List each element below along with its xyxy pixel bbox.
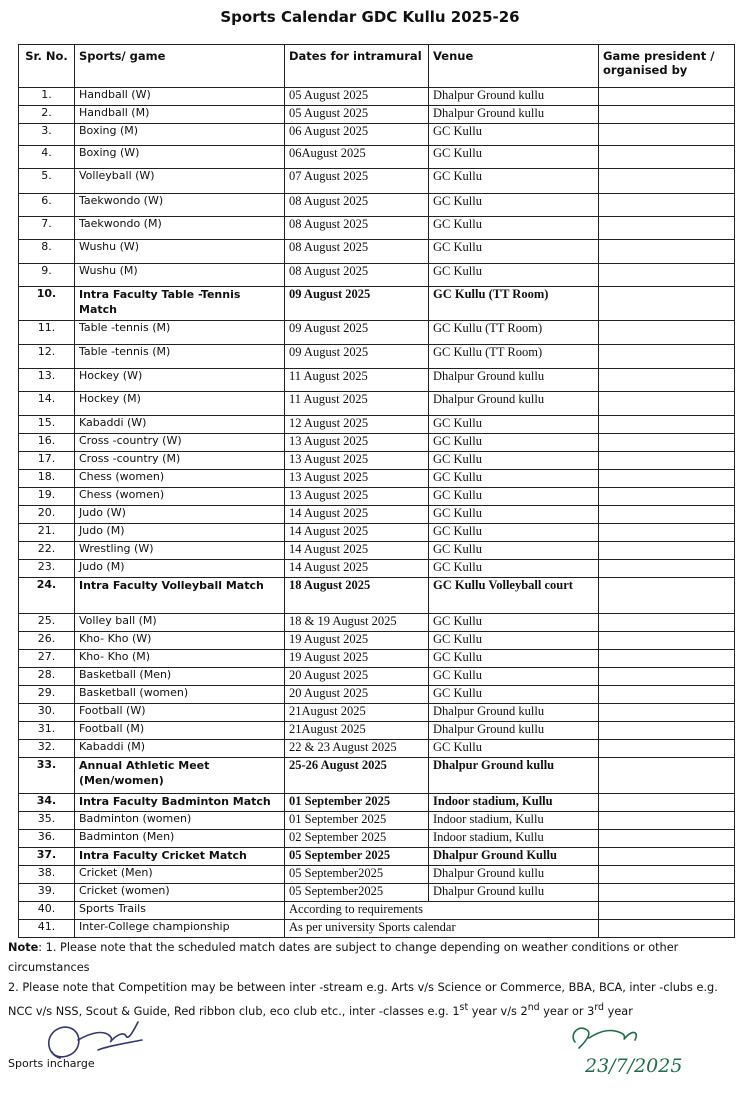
cell-dates: 21August 2025	[285, 722, 429, 740]
table-row	[19, 217, 735, 240]
cell-sr-no: 28.	[19, 668, 75, 686]
cell-venue: GC Kullu (TT Room)	[429, 287, 599, 321]
cell-organiser	[599, 686, 735, 704]
cell-venue: GC Kullu	[429, 146, 599, 169]
cell-sport: Judo (W)	[75, 506, 285, 524]
cell-venue: GC Kullu	[429, 434, 599, 452]
cell-venue: GC Kullu	[429, 169, 599, 194]
cell-dates: 09 August 2025	[285, 321, 429, 345]
table-row	[19, 416, 735, 434]
cell-venue: GC Kullu	[429, 194, 599, 217]
cell-dates: 13 August 2025	[285, 470, 429, 488]
header-sr-no: Sr. No.	[19, 45, 75, 88]
date-signature	[565, 1020, 705, 1080]
page-title: Sports Calendar GDC Kullu 2025-26	[220, 8, 520, 26]
cell-dates: 09 August 2025	[285, 287, 429, 321]
cell-dates: 05 August 2025	[285, 88, 429, 106]
cell-dates: 18 August 2025	[285, 578, 429, 614]
cell-sport: Intra Faculty Volleyball Match	[75, 578, 285, 614]
cell-sr-no: 11.	[19, 321, 75, 345]
cell-venue: GC Kullu	[429, 124, 599, 146]
cell-sr-no: 4.	[19, 146, 75, 169]
table-row	[19, 392, 735, 416]
cell-sr-no: 6.	[19, 194, 75, 217]
table-row	[19, 614, 735, 632]
cell-dates: According to requirements	[285, 902, 599, 920]
cell-organiser	[599, 866, 735, 884]
cell-sport: Sports Trails	[75, 902, 285, 920]
cell-venue: Dhalpur Ground kullu	[429, 369, 599, 392]
cell-sr-no: 34.	[19, 794, 75, 812]
table-row	[19, 884, 735, 902]
cell-sr-no: 37.	[19, 848, 75, 866]
table-row	[19, 240, 735, 264]
cell-venue: Dhalpur Ground kullu	[429, 704, 599, 722]
cell-dates: 21August 2025	[285, 704, 429, 722]
cell-organiser	[599, 217, 735, 240]
cell-sport: Wrestling (W)	[75, 542, 285, 560]
cell-venue: GC Kullu	[429, 650, 599, 668]
table-row	[19, 650, 735, 668]
table-row	[19, 830, 735, 848]
cell-venue: Dhalpur Ground kullu	[429, 758, 599, 794]
cell-dates: 08 August 2025	[285, 194, 429, 217]
cell-sport: Taekwondo (W)	[75, 194, 285, 217]
cell-organiser	[599, 650, 735, 668]
table-row	[19, 124, 735, 146]
cell-venue: Indoor stadium, Kullu	[429, 812, 599, 830]
cell-sport: Badminton (women)	[75, 812, 285, 830]
note-2-text-c: year or 3	[539, 1004, 595, 1018]
cell-venue: Dhalpur Ground kullu	[429, 866, 599, 884]
cell-venue: GC Kullu Volleyball court	[429, 578, 599, 614]
cell-dates: As per university Sports calendar	[285, 920, 599, 938]
cell-venue: Dhalpur Ground Kullu	[429, 848, 599, 866]
cell-dates: 19 August 2025	[285, 650, 429, 668]
cell-organiser	[599, 194, 735, 217]
table-row	[19, 848, 735, 866]
cell-organiser	[599, 470, 735, 488]
cell-sr-no: 1.	[19, 88, 75, 106]
cell-organiser	[599, 88, 735, 106]
table-row	[19, 758, 735, 794]
cell-sport: Football (M)	[75, 722, 285, 740]
cell-venue: Dhalpur Ground kullu	[429, 106, 599, 124]
cell-organiser	[599, 758, 735, 794]
cell-dates: 18 & 19 August 2025	[285, 614, 429, 632]
cell-sr-no: 20.	[19, 506, 75, 524]
cell-dates: 05 September2025	[285, 866, 429, 884]
table-row	[19, 920, 735, 938]
cell-venue: Dhalpur Ground kullu	[429, 722, 599, 740]
cell-dates: 05 September2025	[285, 884, 429, 902]
cell-dates: 22 & 23 August 2025	[285, 740, 429, 758]
cell-dates: 25-26 August 2025	[285, 758, 429, 794]
cell-sr-no: 18.	[19, 470, 75, 488]
table-row	[19, 578, 735, 614]
cell-dates: 01 September 2025	[285, 794, 429, 812]
cell-organiser	[599, 106, 735, 124]
cell-venue: GC Kullu	[429, 452, 599, 470]
cell-organiser	[599, 668, 735, 686]
table-row	[19, 560, 735, 578]
cell-dates: 08 August 2025	[285, 240, 429, 264]
cell-venue: GC Kullu	[429, 470, 599, 488]
note-2-sup-1: st	[459, 1002, 469, 1013]
cell-sport: Football (W)	[75, 704, 285, 722]
cell-organiser	[599, 632, 735, 650]
cell-sr-no: 30.	[19, 704, 75, 722]
table-row	[19, 722, 735, 740]
cell-sport: Annual Athletic Meet (Men/women)	[75, 758, 285, 794]
cell-organiser	[599, 146, 735, 169]
cell-organiser	[599, 369, 735, 392]
cell-organiser	[599, 392, 735, 416]
cell-sr-no: 22.	[19, 542, 75, 560]
cell-venue: GC Kullu	[429, 614, 599, 632]
cell-sport: Cross -country (W)	[75, 434, 285, 452]
sports-calendar-table	[18, 44, 735, 938]
table-row	[19, 452, 735, 470]
cell-organiser	[599, 560, 735, 578]
cell-dates: 13 August 2025	[285, 434, 429, 452]
table-row	[19, 686, 735, 704]
cell-sport: Volley ball (M)	[75, 614, 285, 632]
cell-venue: Dhalpur Ground kullu	[429, 392, 599, 416]
cell-sport: Cricket (Men)	[75, 866, 285, 884]
cell-sr-no: 5.	[19, 169, 75, 194]
note-2-sup-3: rd	[594, 1002, 605, 1013]
cell-venue: GC Kullu	[429, 668, 599, 686]
cell-venue: Dhalpur Ground kullu	[429, 884, 599, 902]
cell-sport: Kho- Kho (W)	[75, 632, 285, 650]
note-2-sup-2: nd	[527, 1002, 540, 1013]
table-row	[19, 345, 735, 369]
cell-organiser	[599, 740, 735, 758]
cell-sport: Intra Faculty Cricket Match	[75, 848, 285, 866]
table-row	[19, 264, 735, 287]
header-venue: Venue	[429, 45, 599, 88]
cell-organiser	[599, 452, 735, 470]
cell-sport: Cricket (women)	[75, 884, 285, 902]
cell-sport: Handball (W)	[75, 88, 285, 106]
cell-sr-no: 41.	[19, 920, 75, 938]
cell-sr-no: 33.	[19, 758, 75, 794]
cell-sport: Boxing (M)	[75, 124, 285, 146]
header-sports-game: Sports/ game	[75, 45, 285, 88]
note-1	[8, 938, 736, 978]
cell-dates: 11 August 2025	[285, 369, 429, 392]
cell-venue: Dhalpur Ground kullu	[429, 88, 599, 106]
sports-incharge-label: Sports incharge	[8, 1057, 95, 1070]
table-body	[19, 88, 735, 938]
cell-dates: 05 September 2025	[285, 848, 429, 866]
cell-sport: Chess (women)	[75, 488, 285, 506]
cell-sport: Table -tennis (M)	[75, 321, 285, 345]
cell-sport: Kho- Kho (M)	[75, 650, 285, 668]
cell-sr-no: 15.	[19, 416, 75, 434]
cell-organiser	[599, 902, 735, 920]
cell-organiser	[599, 345, 735, 369]
table-row	[19, 488, 735, 506]
cell-organiser	[599, 264, 735, 287]
cell-dates: 05 August 2025	[285, 106, 429, 124]
table-row	[19, 902, 735, 920]
table-row	[19, 434, 735, 452]
cell-sr-no: 26.	[19, 632, 75, 650]
cell-organiser	[599, 884, 735, 902]
cell-venue: GC Kullu	[429, 686, 599, 704]
cell-sr-no: 19.	[19, 488, 75, 506]
cell-venue: GC Kullu	[429, 560, 599, 578]
table-row	[19, 506, 735, 524]
cell-sr-no: 16.	[19, 434, 75, 452]
cell-venue: GC Kullu	[429, 240, 599, 264]
cell-sr-no: 9.	[19, 264, 75, 287]
cell-sport: Intra Faculty Table -Tennis Match	[75, 287, 285, 321]
table-row	[19, 524, 735, 542]
cell-sport: Boxing (W)	[75, 146, 285, 169]
cell-sr-no: 32.	[19, 740, 75, 758]
cell-venue: GC Kullu (TT Room)	[429, 345, 599, 369]
cell-sport: Badminton (Men)	[75, 830, 285, 848]
cell-sport: Inter-College championship	[75, 920, 285, 938]
cell-dates: 08 August 2025	[285, 264, 429, 287]
table-row	[19, 106, 735, 124]
cell-dates: 08 August 2025	[285, 217, 429, 240]
table-row	[19, 704, 735, 722]
cell-venue: GC Kullu	[429, 506, 599, 524]
cell-sport: Wushu (W)	[75, 240, 285, 264]
table-row	[19, 542, 735, 560]
cell-sport: Cross -country (M)	[75, 452, 285, 470]
cell-sr-no: 24.	[19, 578, 75, 614]
cell-sport: Judo (M)	[75, 524, 285, 542]
cell-dates: 14 August 2025	[285, 542, 429, 560]
cell-dates: 19 August 2025	[285, 632, 429, 650]
cell-dates: 06 August 2025	[285, 124, 429, 146]
cell-sr-no: 2.	[19, 106, 75, 124]
cell-sr-no: 21.	[19, 524, 75, 542]
cell-sr-no: 13.	[19, 369, 75, 392]
cell-sport: Judo (M)	[75, 560, 285, 578]
cell-organiser	[599, 794, 735, 812]
cell-dates: 14 August 2025	[285, 506, 429, 524]
cell-venue: GC Kullu	[429, 542, 599, 560]
cell-sr-no: 7.	[19, 217, 75, 240]
cell-sr-no: 38.	[19, 866, 75, 884]
cell-dates: 01 September 2025	[285, 812, 429, 830]
cell-organiser	[599, 614, 735, 632]
cell-organiser	[599, 578, 735, 614]
cell-dates: 13 August 2025	[285, 488, 429, 506]
cell-sport: Wushu (M)	[75, 264, 285, 287]
cell-sr-no: 14.	[19, 392, 75, 416]
table-row	[19, 194, 735, 217]
cell-dates: 09 August 2025	[285, 345, 429, 369]
table-row	[19, 321, 735, 345]
cell-venue: GC Kullu	[429, 416, 599, 434]
cell-sport: Volleyball (W)	[75, 169, 285, 194]
cell-organiser	[599, 124, 735, 146]
cell-venue: Indoor stadium, Kullu	[429, 830, 599, 848]
table-row	[19, 146, 735, 169]
cell-sport: Hockey (M)	[75, 392, 285, 416]
cell-venue: GC Kullu	[429, 740, 599, 758]
cell-sr-no: 27.	[19, 650, 75, 668]
cell-sport: Table -tennis (M)	[75, 345, 285, 369]
table-row	[19, 794, 735, 812]
cell-sr-no: 3.	[19, 124, 75, 146]
cell-sr-no: 39.	[19, 884, 75, 902]
table-row	[19, 287, 735, 321]
cell-sport: Hockey (W)	[75, 369, 285, 392]
note-2-text-b: year v/s 2	[468, 1004, 528, 1018]
cell-organiser	[599, 848, 735, 866]
signature-date-text: 23/7/2025	[585, 1055, 683, 1077]
cell-sport: Basketball (Men)	[75, 668, 285, 686]
note-2-text-d: year	[604, 1004, 633, 1018]
cell-organiser	[599, 920, 735, 938]
cell-venue: GC Kullu	[429, 217, 599, 240]
table-row	[19, 470, 735, 488]
cell-venue: GC Kullu	[429, 264, 599, 287]
table-row	[19, 740, 735, 758]
cell-sport: Chess (women)	[75, 470, 285, 488]
cell-dates: 07 August 2025	[285, 169, 429, 194]
cell-organiser	[599, 506, 735, 524]
cell-organiser	[599, 321, 735, 345]
cell-organiser	[599, 488, 735, 506]
cell-sr-no: 23.	[19, 560, 75, 578]
note-2-text-a: 2. Please note that Competition may be between inter -stream e.g. Arts v/s Science or Commerce, BBA, BCA, inter -clubs e.g. NCC v/s NSS, Scout & Guide, Red ribbon club, eco club etc., inter -classes e.g. 1	[8, 981, 718, 1018]
cell-dates: 14 August 2025	[285, 524, 429, 542]
table-row	[19, 169, 735, 194]
cell-organiser	[599, 542, 735, 560]
cell-sport: Intra Faculty Badminton Match	[75, 794, 285, 812]
cell-organiser	[599, 812, 735, 830]
cell-organiser	[599, 722, 735, 740]
cell-sport: Kabaddi (W)	[75, 416, 285, 434]
cell-organiser	[599, 830, 735, 848]
table-header-row	[19, 45, 735, 88]
header-dates: Dates for intramural	[285, 45, 429, 88]
cell-dates: 20 August 2025	[285, 686, 429, 704]
cell-sr-no: 31.	[19, 722, 75, 740]
table-row	[19, 88, 735, 106]
cell-sr-no: 25.	[19, 614, 75, 632]
table-row	[19, 812, 735, 830]
cell-organiser	[599, 240, 735, 264]
cell-sr-no: 10.	[19, 287, 75, 321]
cell-sr-no: 36.	[19, 830, 75, 848]
cell-sr-no: 40.	[19, 902, 75, 920]
cell-dates: 20 August 2025	[285, 668, 429, 686]
cell-organiser	[599, 416, 735, 434]
table-row	[19, 668, 735, 686]
cell-venue: GC Kullu	[429, 488, 599, 506]
cell-sport: Handball (M)	[75, 106, 285, 124]
note-label: Note	[8, 941, 39, 954]
cell-organiser	[599, 524, 735, 542]
cell-dates: 13 August 2025	[285, 452, 429, 470]
header-game-president: Game president / organised by	[599, 45, 735, 88]
cell-dates: 06August 2025	[285, 146, 429, 169]
table-row	[19, 632, 735, 650]
cell-dates: 02 September 2025	[285, 830, 429, 848]
table-row	[19, 866, 735, 884]
cell-dates: 12 August 2025	[285, 416, 429, 434]
table-row	[19, 369, 735, 392]
note-1-text: : 1. Please note that the scheduled match dates are subject to change depending on weather conditions or other circumstances	[8, 941, 679, 974]
cell-organiser	[599, 169, 735, 194]
cell-organiser	[599, 704, 735, 722]
cell-sr-no: 12.	[19, 345, 75, 369]
cell-venue: GC Kullu (TT Room)	[429, 321, 599, 345]
cell-sport: Basketball (women)	[75, 686, 285, 704]
cell-dates: 14 August 2025	[285, 560, 429, 578]
cell-sr-no: 29.	[19, 686, 75, 704]
cell-sport: Kabaddi (M)	[75, 740, 285, 758]
cell-venue: GC Kullu	[429, 632, 599, 650]
cell-sport: Taekwondo (M)	[75, 217, 285, 240]
cell-organiser	[599, 434, 735, 452]
cell-sr-no: 17.	[19, 452, 75, 470]
cell-venue: Indoor stadium, Kullu	[429, 794, 599, 812]
cell-venue: GC Kullu	[429, 524, 599, 542]
cell-sr-no: 8.	[19, 240, 75, 264]
cell-dates: 11 August 2025	[285, 392, 429, 416]
cell-organiser	[599, 287, 735, 321]
cell-sr-no: 35.	[19, 812, 75, 830]
